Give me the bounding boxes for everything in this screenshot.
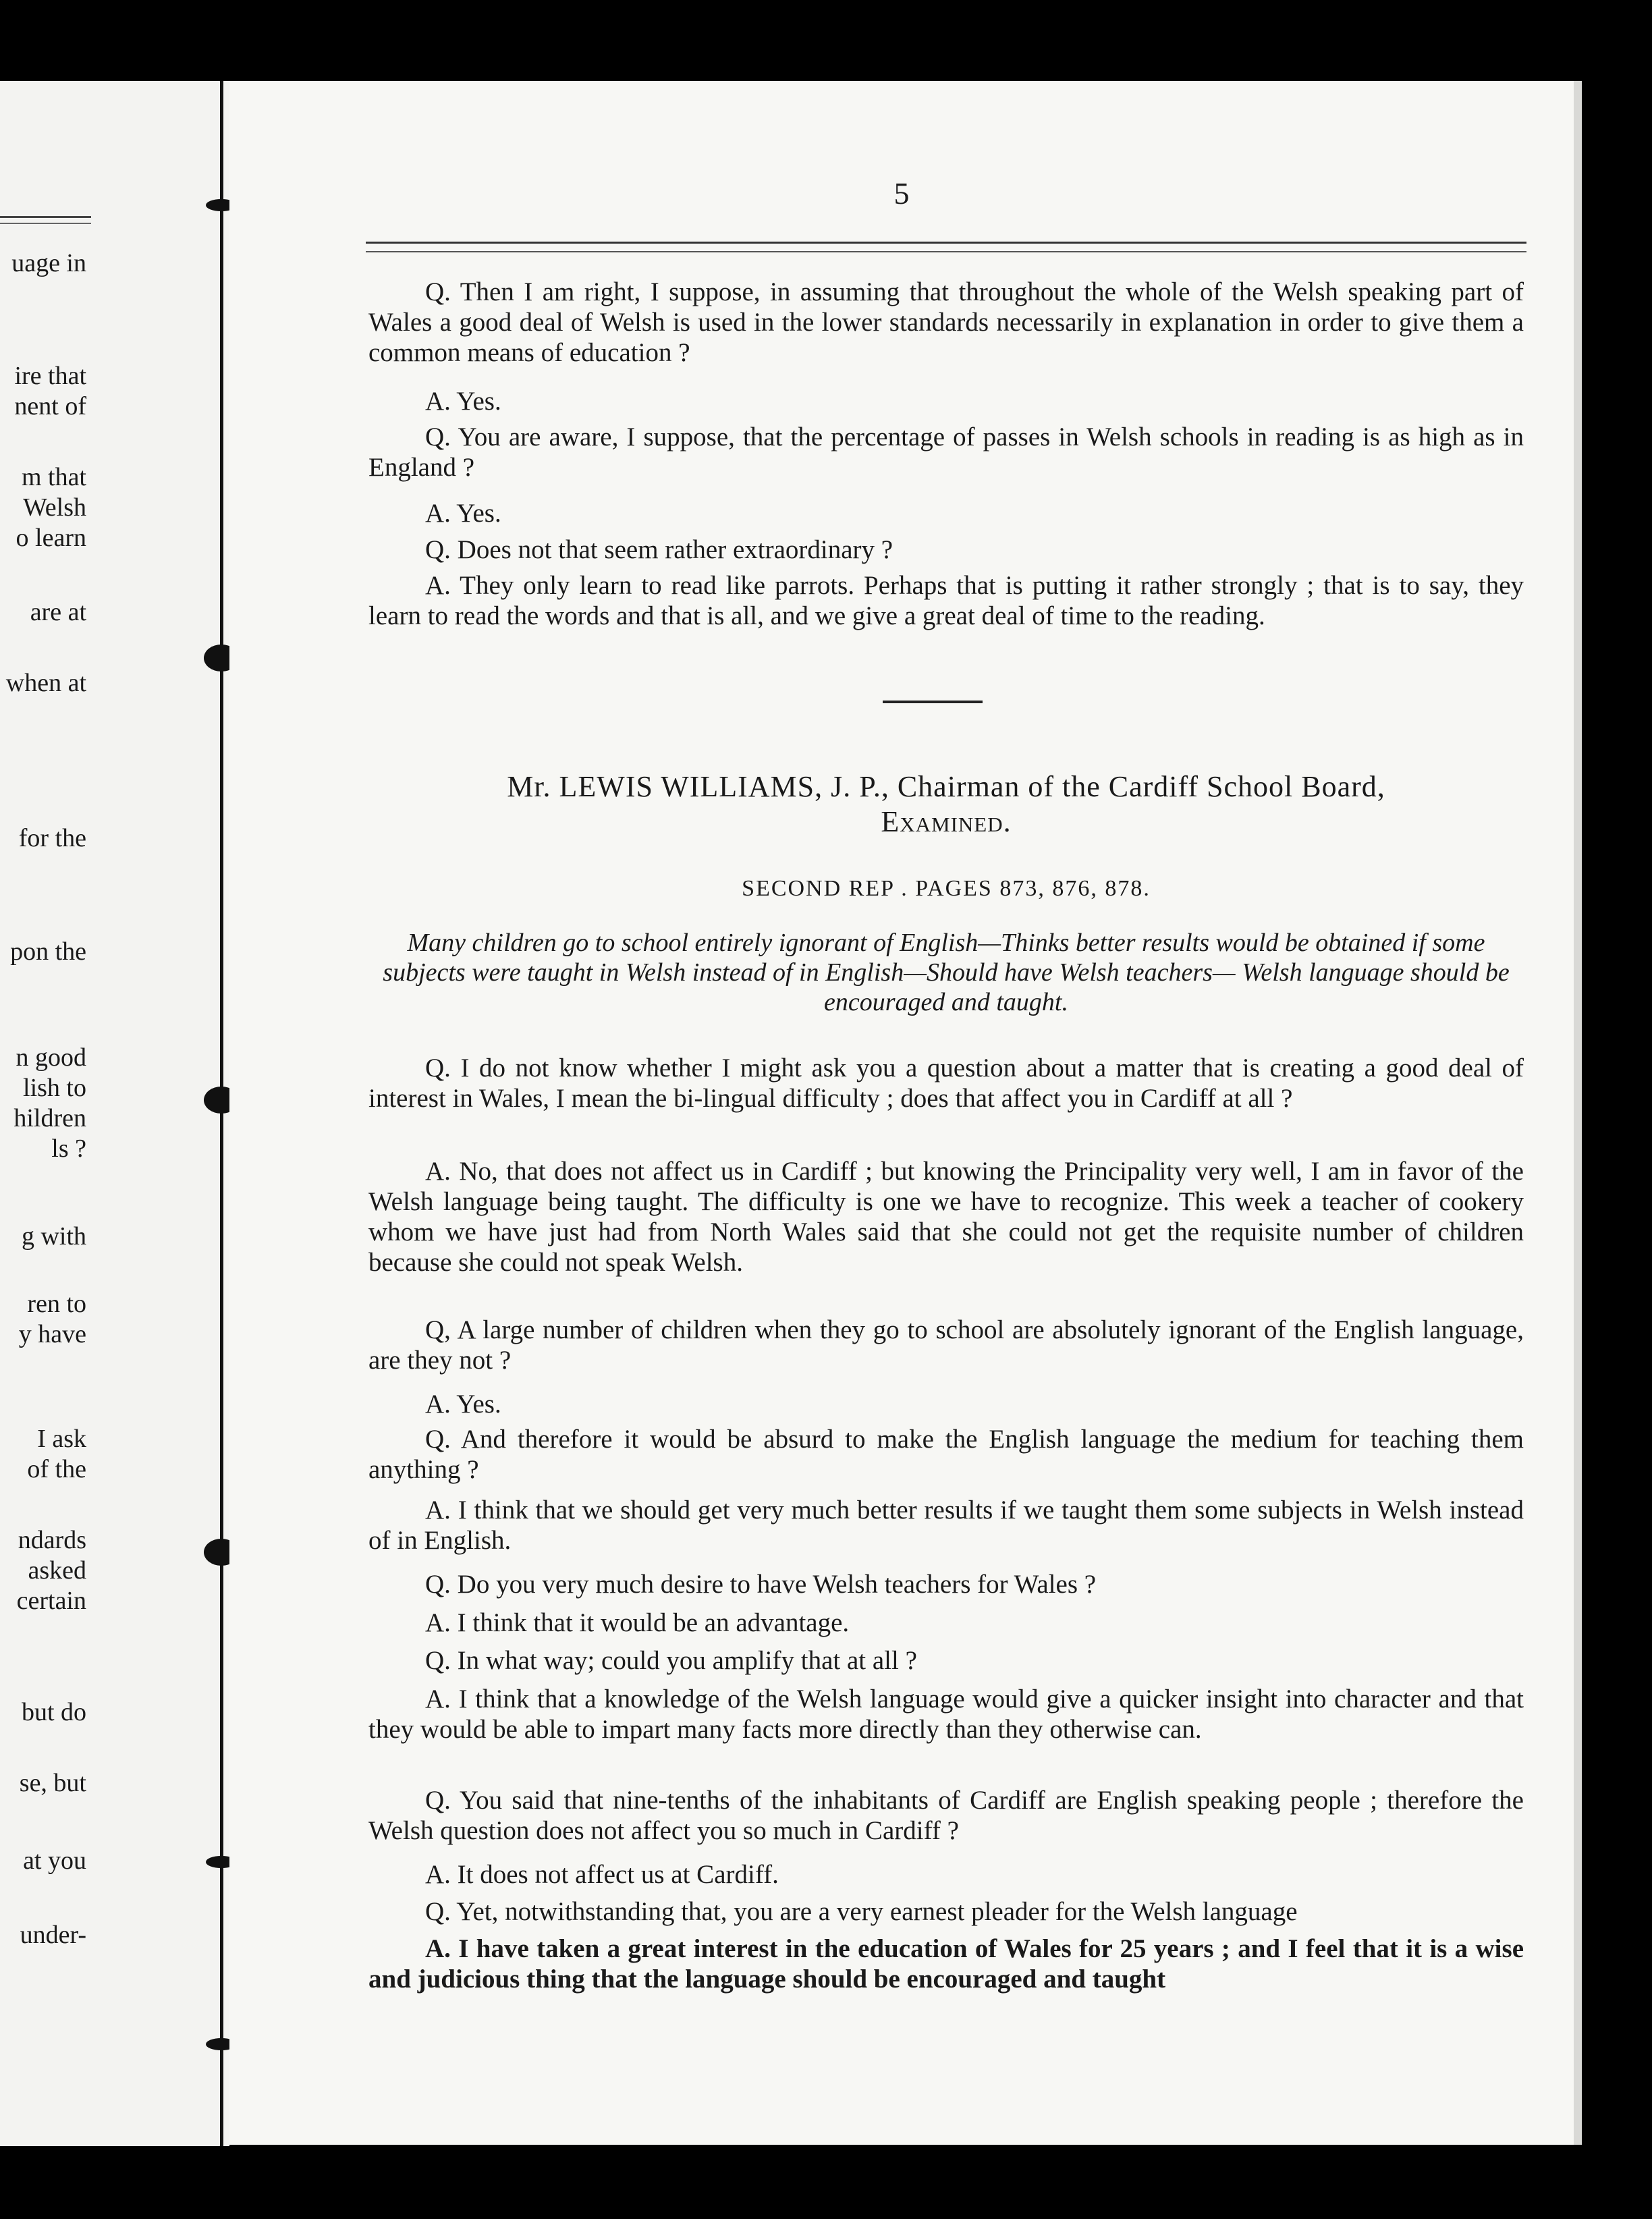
speaker-label: A. bbox=[425, 387, 451, 416]
qa-paragraph bbox=[368, 277, 1524, 368]
left-fragment: lish to bbox=[23, 1074, 86, 1102]
qa-text: Does not that seem rather extraordinary ? bbox=[457, 535, 893, 564]
qa-paragraph bbox=[368, 422, 1524, 483]
qa-paragraph bbox=[425, 1645, 917, 1676]
qa-text: I have taken a great interest in the education of Wales for 25 years ; and I feel that it is a wise and judicious thing that the language should be encouraged and taught bbox=[368, 1934, 1524, 1994]
qa-paragraph bbox=[425, 1608, 849, 1638]
qa-paragraph bbox=[368, 1424, 1524, 1485]
speaker-label: A. bbox=[425, 1390, 451, 1419]
left-fragment: g with bbox=[21, 1222, 86, 1251]
speaker-label: Q. bbox=[425, 1570, 451, 1599]
speaker-label: Q. bbox=[425, 1897, 451, 1926]
qa-text: Yes. bbox=[456, 387, 501, 416]
qa-text: It does not affect us at Cardiff. bbox=[457, 1860, 779, 1889]
left-fragment: se, but bbox=[19, 1769, 86, 1797]
left-fragment: nent of bbox=[14, 392, 86, 420]
qa-paragraph bbox=[368, 570, 1524, 631]
qa-paragraph bbox=[425, 1389, 501, 1419]
qa-text: No, that does not affect us in Cardiff ; but knowing the Principality very well, I am in favor of the Welsh language being taught. The difficulty is one we have to recognize. This week a teacher of cookery whom we have just had from North Wales said that she could not get the requisite number of children because she could not speak Welsh. bbox=[368, 1157, 1524, 1277]
left-fragment: m that bbox=[21, 463, 86, 491]
left-fragment: Welsh bbox=[22, 493, 86, 522]
qa-text: I do not know whether I might ask you a question about a matter that is creating a good deal of interest in Wales, I mean the bi-lingual difficulty ; does that affect you in Cardiff at all ? bbox=[368, 1053, 1524, 1113]
qa-paragraph bbox=[368, 1785, 1524, 1846]
speaker-label: A. bbox=[425, 571, 451, 600]
left-fragment: but do bbox=[21, 1698, 86, 1726]
qa-paragraph bbox=[368, 1156, 1524, 1278]
qa-text: Yes. bbox=[456, 499, 501, 528]
left-fragment: hildren bbox=[13, 1104, 86, 1132]
section-separator bbox=[883, 701, 983, 703]
qa-text: Then I am right, I suppose, in assuming that throughout the whole of the Welsh speaking part of Wales a good deal of Welsh is used in the lower standards necessarily in explanation in order to give them a common means of education ? bbox=[368, 277, 1524, 367]
qa-paragraph bbox=[425, 535, 893, 565]
speaker-label: A. bbox=[425, 1860, 451, 1889]
qa-text: I think that we should get very much better results if we taught them some subjects in Welsh instead of in English. bbox=[368, 1496, 1524, 1555]
left-fragment: asked bbox=[28, 1556, 86, 1585]
witness-heading bbox=[368, 769, 1524, 840]
qa-paragraph bbox=[425, 1896, 1298, 1927]
qa-text: I think that a knowledge of the Welsh language would give a quicker insight into character and that they would be able to impart many facts more directly than they otherwise can. bbox=[368, 1684, 1524, 1744]
left-fragment: ls ? bbox=[51, 1134, 86, 1163]
speaker-label: A. bbox=[425, 1684, 451, 1714]
qa-text: Yes. bbox=[456, 1390, 501, 1419]
left-fragment: y have bbox=[18, 1320, 86, 1348]
speaker-label: A. bbox=[425, 1496, 451, 1525]
left-fragment: of the bbox=[27, 1455, 86, 1483]
header-rule bbox=[366, 251, 1526, 252]
left-facing-page bbox=[0, 81, 215, 2146]
qa-paragraph bbox=[368, 1053, 1524, 1114]
qa-paragraph bbox=[425, 1569, 1096, 1599]
qa-text: You said that nine-tenths of the inhabitants of Cardiff are English speaking people ; therefore the Welsh question does not affect you so much in Cardiff ? bbox=[368, 1786, 1524, 1845]
left-fragment: when at bbox=[5, 669, 86, 697]
speaker-label: Q. bbox=[425, 1053, 451, 1083]
speaker-label: Q. bbox=[425, 1425, 451, 1454]
qa-paragraph bbox=[425, 498, 501, 528]
qa-paragraph bbox=[368, 1934, 1524, 1994]
left-fragment: for the bbox=[18, 824, 86, 852]
qa-text: And therefore it would be absurd to make the English language the medium for teaching them anything ? bbox=[368, 1425, 1524, 1484]
qa-paragraph bbox=[368, 1684, 1524, 1745]
left-fragment: pon the bbox=[10, 937, 86, 966]
speaker-label: Q. bbox=[425, 535, 451, 564]
left-fragment: ire that bbox=[14, 362, 86, 390]
speaker-label: Q. bbox=[425, 1646, 451, 1675]
speaker-label: Q, bbox=[425, 1315, 451, 1344]
left-fragment: under- bbox=[20, 1921, 86, 1949]
document-page bbox=[229, 81, 1574, 2145]
left-fragment: ndards bbox=[18, 1526, 86, 1554]
left-fragment: at you bbox=[23, 1846, 86, 1875]
left-fragment: ren to bbox=[27, 1290, 86, 1318]
left-page-rule bbox=[0, 223, 91, 224]
left-fragment: are at bbox=[30, 598, 86, 626]
page-edge bbox=[1574, 81, 1582, 2145]
speaker-label: A. bbox=[425, 499, 451, 528]
left-fragment: I ask bbox=[37, 1425, 86, 1453]
report-reference: SECOND REP . PAGES 873, 876, 878. bbox=[742, 876, 1151, 901]
speaker-label: A. bbox=[425, 1157, 451, 1186]
qa-text: You are aware, I suppose, that the percentage of passes in Welsh schools in reading is as high as in England ? bbox=[368, 422, 1524, 482]
qa-paragraph bbox=[368, 1495, 1524, 1556]
left-fragment: o learn bbox=[16, 524, 86, 552]
left-fragment: uage in bbox=[11, 249, 86, 277]
page-number: 5 bbox=[893, 176, 910, 211]
speaker-label: A. bbox=[425, 1934, 451, 1963]
qa-text: Do you very much desire to have Welsh teachers for Wales ? bbox=[457, 1570, 1097, 1599]
qa-paragraph bbox=[368, 1315, 1524, 1375]
left-fragment: n good bbox=[16, 1043, 86, 1072]
qa-text: I think that it would be an advantage. bbox=[457, 1608, 850, 1637]
heading-line: Examined. bbox=[881, 805, 1012, 838]
qa-text: Yet, notwithstanding that, you are a very earnest pleader for the Welsh language bbox=[456, 1897, 1298, 1926]
left-page-rule bbox=[0, 216, 91, 218]
speaker-label: Q. bbox=[425, 277, 451, 306]
qa-text: They only learn to read like parrots. Perhaps that is putting it rather strongly ; that is to say, they learn to read the words and that is all, and we give a great deal of time to the reading. bbox=[368, 571, 1524, 630]
qa-paragraph bbox=[425, 386, 501, 416]
binding-gutter bbox=[215, 81, 229, 2146]
binding-line bbox=[220, 81, 223, 2146]
header-rule bbox=[366, 242, 1526, 244]
speaker-label: Q. bbox=[425, 1786, 451, 1815]
speaker-label: Q. bbox=[425, 422, 451, 451]
heading-line: Mr. LEWIS WILLIAMS, J. P., Chairman of the Cardiff School Board, bbox=[507, 770, 1385, 803]
qa-text: In what way; could you amplify that at all ? bbox=[457, 1646, 917, 1675]
left-fragment: certain bbox=[16, 1587, 86, 1615]
speaker-label: A. bbox=[425, 1608, 451, 1637]
qa-paragraph bbox=[425, 1859, 779, 1890]
qa-text: A large number of children when they go to school are absolutely ignorant of the English language, are they not ? bbox=[368, 1315, 1524, 1375]
testimony-summary: Many children go to school entirely ignorant of English—Thinks better results would be obtained if some subjects were taught in Welsh instead of in English—Should have Welsh teachers— Welsh language should be encouraged and taught. bbox=[383, 929, 1510, 1016]
